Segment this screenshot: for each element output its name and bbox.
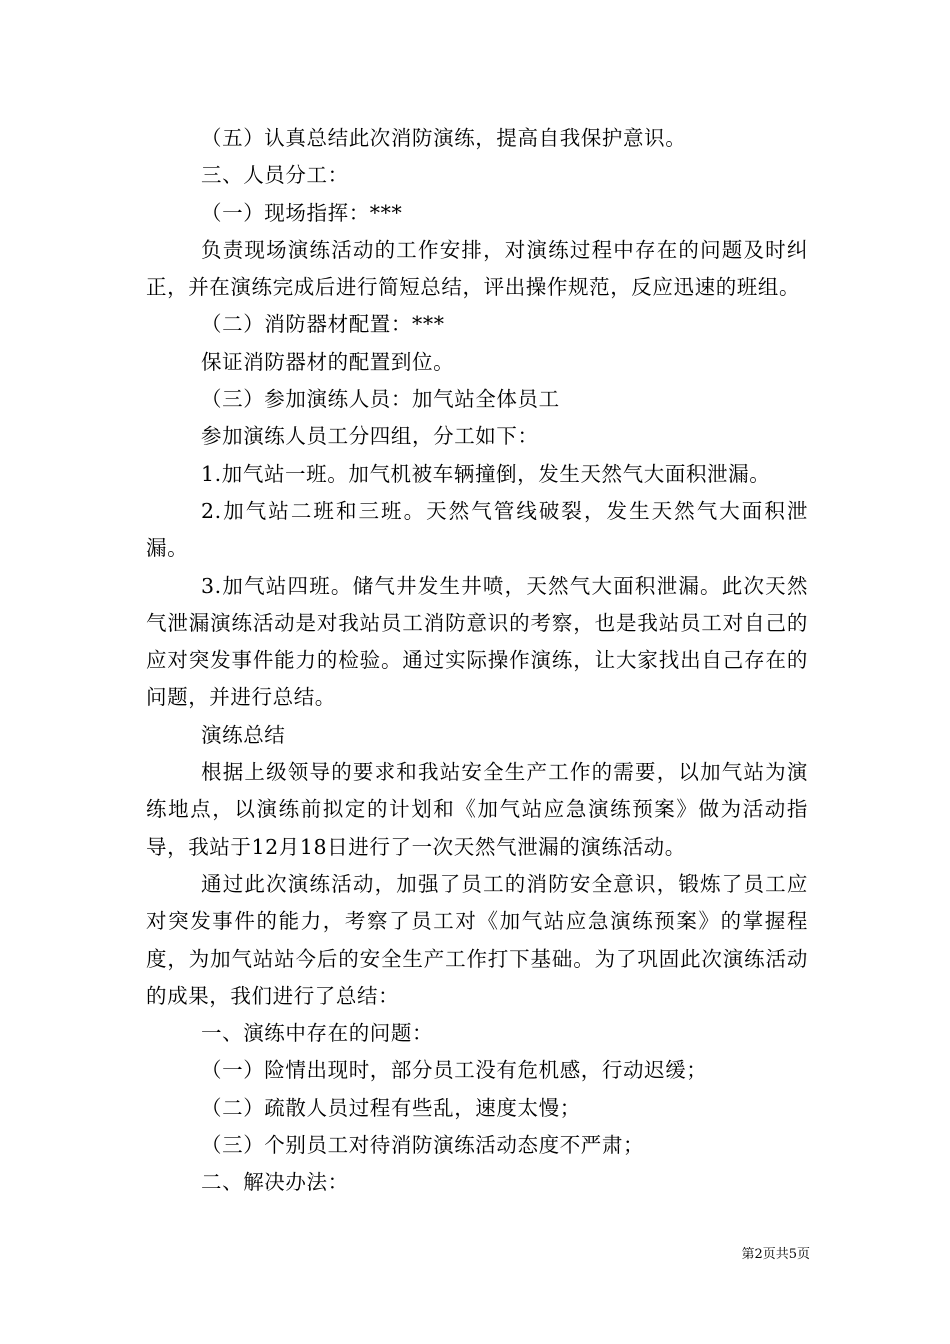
list-item-group-1: 1.加气站一班。加气机被车辆撞倒，发生天然气大面积泄漏。: [201, 461, 771, 486]
list-item-problem-2: （二）疏散人员过程有些乱，速度太慢；: [201, 1095, 581, 1120]
heading-solutions: 二、解决办法：: [201, 1170, 349, 1195]
paragraph-groups-intro: 参加演练人员工分四组，分工如下：: [201, 424, 539, 449]
paragraph-summary-five: （五）认真总结此次消防演练，提高自我保护意识。: [201, 126, 687, 150]
list-item-problem-3: （三）个别员工对待消防演练活动态度不严肃；: [201, 1133, 645, 1158]
paragraph-equipment-duties: 保证消防器材的配置到位。: [201, 349, 455, 374]
paragraph-summary-results: 通过此次演练活动，加强了员工的消防安全意识，锻炼了员工应对突发事件的能力，考察了员工对《加气站应急演练预案》的掌握程度，为加气站站今后的安全生产工作打下基础。为了巩固此次演练活动的成果，我们进行了总结：: [146, 871, 808, 1008]
list-item-group-3: 3.加气站四班。储气井发生井喷，天然气大面积泄漏。此次天然气泄漏演练活动是对我站员工消防意识的考察，也是我站员工对自己的应对突发事件能力的检验。通过实际操作演练，让大家找出自己存在的问题，并进行总结。: [146, 573, 808, 710]
heading-staff-assignment: 三、人员分工：: [201, 163, 349, 188]
heading-drill-summary: 演练总结: [201, 722, 286, 747]
list-item-problem-1: （一）险情出现时，部分员工没有危机感，行动迟缓；: [201, 1058, 708, 1083]
heading-problems: 一、演练中存在的问题：: [201, 1021, 434, 1046]
list-item-group-2: 2.加气站二班和三班。天然气管线破裂，发生天然气大面积泄漏。: [146, 498, 808, 561]
paragraph-onsite-command: （一）现场指挥：***: [201, 200, 403, 225]
paragraph-command-duties: 负责现场演练活动的工作安排，对演练过程中存在的问题及时纠正，并在演练完成后进行简短总结，评出操作规范，反应迅速的班组。: [146, 237, 808, 300]
paragraph-summary-background: 根据上级领导的要求和我站安全生产工作的需要，以加气站为演练地点，以演练前拟定的计划和《加气站应急演练预案》做为活动指导，我站于12月18日进行了一次天然气泄漏的演练活动。: [146, 760, 808, 859]
page-number: 第2页共5页: [741, 1247, 810, 1262]
paragraph-equipment-config: （二）消防器材配置：***: [201, 312, 445, 337]
document-body: [146, 120, 808, 1202]
paragraph-participants: （三）参加演练人员：加气站全体员工: [201, 387, 560, 412]
